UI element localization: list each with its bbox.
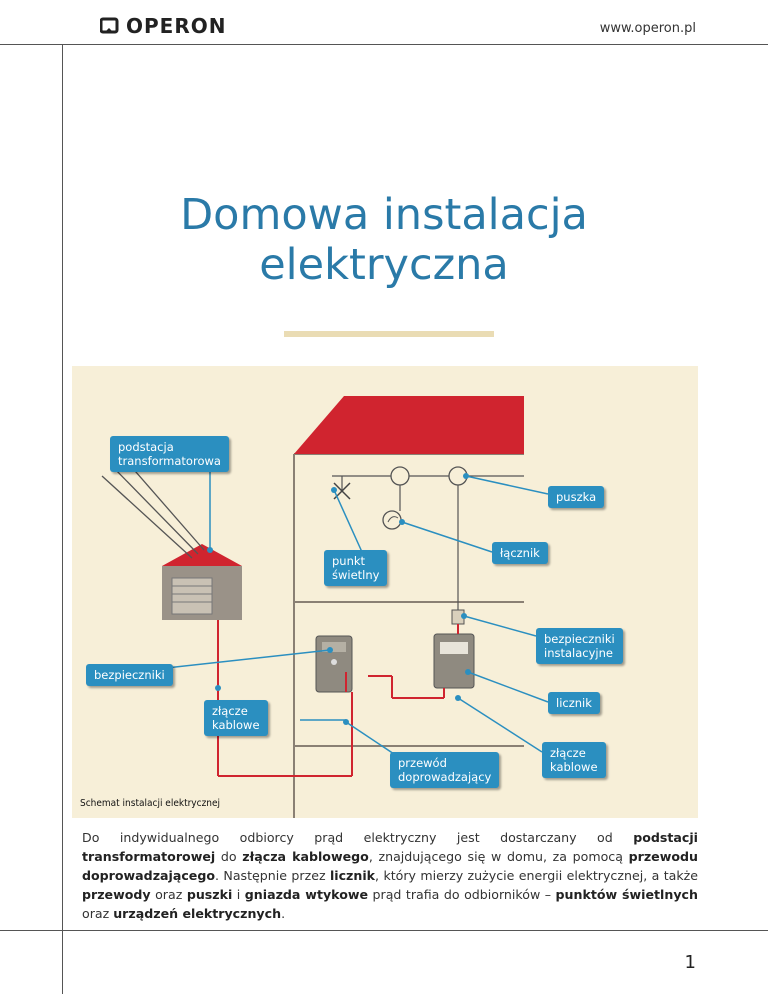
installation-diagram <box>72 366 698 818</box>
logo-text: OPERON <box>126 14 227 38</box>
label-fuses-installation: bezpieczniki instalacyjne <box>536 628 623 664</box>
label-cable-joint-left: złącze kablowe <box>204 700 268 736</box>
body-text: oraz <box>82 906 114 921</box>
label-box: puszka <box>548 486 604 508</box>
body-text: prąd trafia do odbiorników – <box>368 887 556 902</box>
label-meter: licznik <box>548 692 600 714</box>
page-number: 1 <box>684 952 696 973</box>
label-substation: podstacja transformatorowa <box>110 436 229 472</box>
website-url[interactable]: www.operon.pl <box>599 21 696 36</box>
keyword-text: przewodu doprowadzającego <box>82 849 698 883</box>
switch-symbol <box>383 511 401 529</box>
body-text: i <box>232 887 245 902</box>
header-rule <box>0 44 768 45</box>
body-text: Do indywidualnego odbiorcy prąd elektryczny jest dostarczany od <box>82 830 634 845</box>
keyword-text: przewody <box>82 887 151 902</box>
title-line-2: elektryczna <box>259 240 509 290</box>
body-text: do <box>215 849 243 864</box>
footer-rule <box>0 930 768 931</box>
keyword-text: gniazda wtykowe <box>244 887 369 902</box>
operon-logo <box>100 14 226 38</box>
junction-box-1 <box>391 467 409 485</box>
keyword-text: punktów świetlnych <box>555 887 698 902</box>
transformer-station <box>162 544 242 620</box>
page-title <box>100 190 668 290</box>
figure-caption: Schemat instalacji elektrycznej <box>80 798 221 809</box>
body-text: , znajdującego się w domu, za pomocą <box>368 849 629 864</box>
body-text: . <box>281 906 286 921</box>
body-text: , który mierzy zużycie energii elektrycznej, a także <box>375 868 699 883</box>
label-fuses: bezpieczniki <box>86 664 173 686</box>
body-text: . Następnie przez <box>215 868 330 883</box>
body-text: oraz <box>150 887 187 902</box>
title-line-1: Domowa instalacja <box>180 190 588 240</box>
body-paragraph <box>82 828 698 923</box>
label-switch: łącznik <box>492 542 548 564</box>
label-light-point: punkt świetlny <box>324 550 387 586</box>
label-feeder-wire: przewód doprowadzający <box>390 752 499 788</box>
keyword-text: puszki <box>186 887 233 902</box>
keyword-text: podstacji transformatorowej <box>82 830 698 864</box>
logo-mark-icon <box>100 17 120 35</box>
keyword-text: złącza kablowego <box>242 849 369 864</box>
label-cable-joint-right: złącze kablowe <box>542 742 606 778</box>
margin-rule <box>62 44 63 994</box>
keyword-text: licznik <box>329 868 376 883</box>
paragraph-text <box>82 828 698 923</box>
keyword-text: urządzeń elektrycznych <box>113 906 282 921</box>
house-roof <box>294 396 524 454</box>
title-underline <box>284 331 494 337</box>
